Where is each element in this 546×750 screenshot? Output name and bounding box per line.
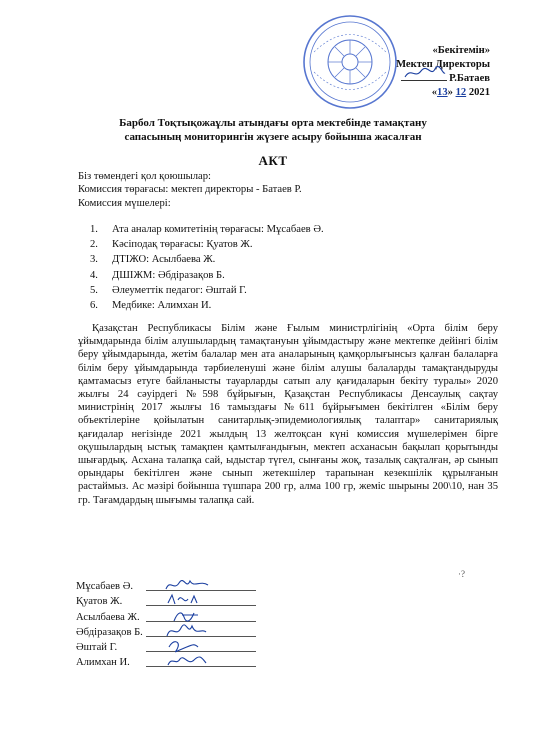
commission-members-list (90, 222, 324, 313)
margin-mark: ·? (458, 569, 465, 579)
signature-row (76, 595, 156, 610)
list-item: 5. Әлеуметтік педагог: Әштай Г. (90, 284, 247, 296)
signer-name: Асылбаева Ж. (76, 611, 140, 623)
act-title: АКТ (258, 153, 288, 168)
subject-line-2: сапасының мониторингін жүзеге асыру бойынша жасалған (124, 131, 422, 143)
director-name: Р.Батаев (449, 73, 490, 85)
approval-date (396, 86, 490, 100)
signer-name: Мұсабаев Ә. (76, 581, 133, 592)
date-day: 13 (437, 86, 448, 98)
signer-name: Әбдіразақов Б. (76, 626, 143, 638)
list-item: 1. Ата аналар комитетінің төрағасы: Мұсабаев Ә. (90, 224, 324, 235)
approval-block (396, 44, 490, 99)
signature-row (76, 641, 156, 656)
signature-row (76, 580, 156, 595)
document-subject (40, 116, 506, 144)
signature-row (76, 656, 156, 671)
signer-name: Алимхан И. (76, 657, 130, 669)
approval-position: Мектеп Директоры (396, 58, 490, 70)
signature-row (76, 626, 156, 641)
date-close-quote: » (447, 86, 453, 98)
intro-members-heading: Комиссия мүшелері: (78, 197, 171, 209)
list-item: 6. Медбике: Алимхан И. (90, 300, 212, 312)
date-month: 12 (455, 86, 467, 98)
date-open-quote: « (431, 86, 438, 98)
signatures-block (76, 580, 156, 672)
director-signature-icon (403, 65, 447, 81)
subject-line-1: Барбол Тоқтықожаұлы атындағы орта мектебінде тамақтану (119, 117, 427, 129)
body-paragraph: Қазақстан Республикасы Білім және Ғылым министрлігінің «Орта білім беру ұйымдарында білім алушылардың тамақтануын ұйымдастыру және мектепке дейінгі білім беру ұйымдарында, жетім балалар мен ата аналарының қамқорлығынсыз қалған балаларға білім беру ұйымдарында тәрбиеленуші және білім алушы балаларды тамақтандыруды қамтамасыз етуге байланысты тауарларды сатып алу қағидаларын бекіту туралы» 2020 жылғы 24 сәуірдегі №598 бұйрығын, Қазақстан Республикасы Денсаулық сақтау министрінің 2017 жылғы 16 тамыздағы №611 бұйрығымен бекітілген «Білім беру объектілеріне қойылатын санитарлық-эпидемиологиялық талаптар» санитариялық қағидалар негізінде 2021 жылдың 13 желтоқсан күні комиссия мүшелерімен бірге оқушылардың ыстық тамақпен қамтылғандығын, мектеп асханасын бақылап қорытынды шығардық. Асхана талапқа сай, ыдыстар түгел, сынғаны жоқ, тазалық сақталған, әр сынып орындары бекітілген және сынып жетекшілер тарапынан кезекшілік құрылғанын растаймыз. Ас мәзірі бойынша түшпара 200 гр, алма 100 гр, жеміс шырыны 200\10, нан 35 гр. Тағамдардың шығымы талапқа сай. (78, 323, 498, 506)
intro-signers: Біз төмендегі қол қоюшылар: (78, 171, 211, 182)
director-signature-line (401, 71, 447, 81)
list-item: 3. ДТІЖО: Асылбаева Ж. (90, 254, 216, 266)
intro-block (78, 170, 498, 210)
approval-signature-row (396, 71, 490, 86)
official-seal-icon (300, 12, 400, 112)
signature-row (76, 611, 156, 626)
handwritten-signature-icon (164, 652, 210, 670)
intro-chair: Комиссия төрағасы: мектеп директоры - Батаев Р. (78, 184, 302, 196)
signer-name: Қуатов Ж. (76, 596, 123, 608)
signer-name: Әштай Г. (76, 642, 118, 654)
date-year: 2021 (468, 86, 490, 98)
list-item: 4. ДШІЖМ: Әбдіразақов Б. (90, 269, 225, 281)
approval-heading: «Бекітемін» (432, 45, 490, 56)
list-item: 2. Кәсіподақ төрағасы: Қуатов Ж. (90, 239, 253, 251)
